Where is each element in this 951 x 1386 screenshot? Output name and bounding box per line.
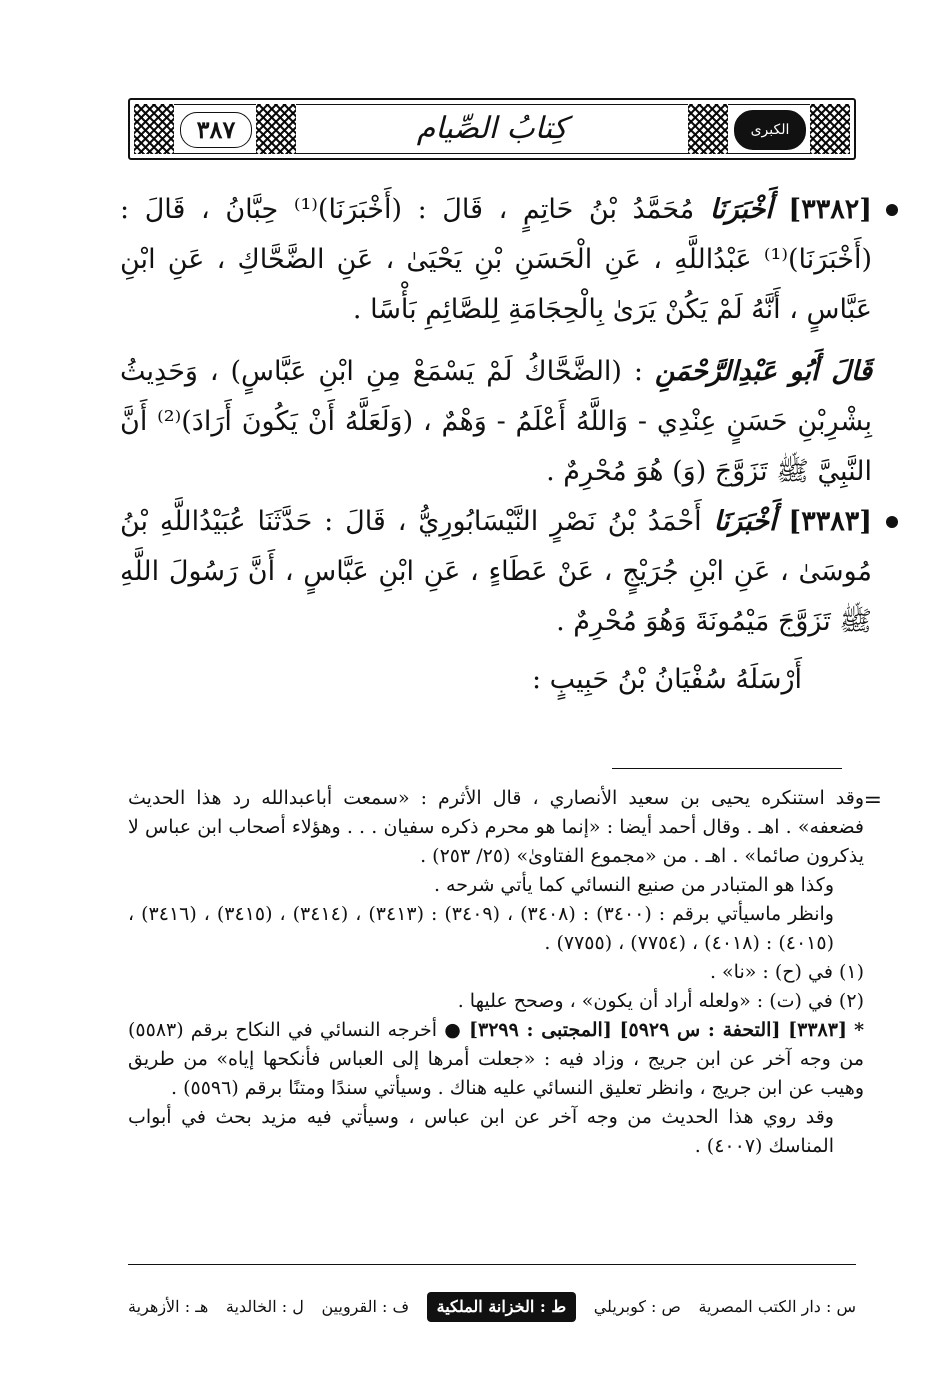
source-item: ل : الخالدية xyxy=(225,1297,304,1316)
takhrij-text: ● أخرجه النسائي في النكاح برقم (٥٥٨٣) من وجه آخر عن ابن جريج ، وزاد فيه : «جعلت أمرها إلى العباس فأنكحها إياه» من طريق وهيب عن ابن جريج ، وانظر تعليق النسائي عليه هناك . وسيأتي سندًا ومتنًا برقم (٥٥٩٦) . xyxy=(128,1019,864,1099)
footnote-para: وانظر ماسيأتي برقم : (٣٤٠٠) : (٣٤٠٨) ، (٣٤٠٩) : (٣٤١٣) ، (٣٤١٤) ، (٣٤١٥) ، (٣٤١٦) ، (٤٠١٥) : (٤٠١٨) ، (٧٧٥٤) ، (٧٧٥٥) . xyxy=(128,903,834,954)
asterisk-icon: * xyxy=(854,1019,864,1041)
footnote-separator xyxy=(612,768,842,769)
main-text xyxy=(120,185,872,705)
comment-text: : (الضَّحَّاكُ لَمْ يَسْمَعْ مِنِ ابْنِ عَبَّاسٍ) ، وَحَدِيثُ بِشْرِبْنِ حَسَنٍ عِنْدِي - وَاللَّهُ أَعْلَمُ - وَهْمٌ ، (وَلَعَلَّهُ أَنْ يَكُونَ أَرَادَ)⁽²⁾ أَنَّ النَّبِيَّ ﷺ تَزَوَّجَ (وَ) هُوَ مُحْرِمٌ . xyxy=(120,356,872,487)
source-item: س : دار الكتب المصرية xyxy=(698,1297,856,1316)
hadith-number: [٣٣٨٢] xyxy=(788,194,872,225)
hadith-3382 xyxy=(120,185,872,335)
page-number: ٣٨٧ xyxy=(180,112,252,148)
ornament-icon xyxy=(256,104,296,154)
author-comment xyxy=(120,347,872,497)
footnote-1: (١) في (ح) : «نا» . xyxy=(709,961,864,983)
footnote-continuation: وقد استنكره يحيى بن سعيد الأنصاري ، قال الأثرم : «سمعت أباعبدالله رد هذا الحديث فضعفه» . اهـ . وقال أحمد أيضا : «إنما هو محرم ذكره سفيان . . . وهؤلاء أصحاب ابن عباس لا يذكرون صائما» . اهـ . من «مجموع الفتاوىٰ» (٢٥/ ٢٥٣) . xyxy=(128,787,864,867)
emblem-cell xyxy=(728,104,810,154)
ornament-icon xyxy=(134,104,174,154)
source-item: هـ : الأزهرية xyxy=(128,1297,209,1316)
takhrij-ref: [٣٣٨٣] [التحفة : س ٥٩٢٩] [المجتبى : ٣٢٩٩] xyxy=(468,1019,847,1041)
hadith-text: مُحَمَّدُ بْنُ حَاتِمٍ ، قَالَ : (أَخْبَرَنَا)⁽¹⁾ حِبَّانُ ، قَالَ : (أَخْبَرَنَا)⁽¹⁾ عَبْدُاللَّهِ ، عَنِ الْحَسَنِ بْنِ يَحْيَىٰ ، عَنِ الضَّحَّاكِ ، عَنِ ابْنِ عَبَّاسٍ ، أَنَّهُ لَمْ يَكُنْ يَرَىٰ بِالْحِجَامَةِ لِلصَّائِمِ بَأْسًا . xyxy=(120,194,872,325)
book-title: كِتابُ الصِّيام xyxy=(416,111,568,146)
series-emblem-icon: الكبرى xyxy=(734,110,806,150)
hadith-3383 xyxy=(120,497,872,647)
hadith-text: أَحْمَدُ بْنُ نَصْرٍ النَّيْسَابُورِيُّ ، قَالَ : حَدَّثَنَا عُبَيْدُاللَّهِ بْنُ مُوسَىٰ ، عَنِ ابْنِ جُرَيْجٍ ، عَنْ عَطَاءٍ ، عَنِ ابْنِ عَبَّاسٍ ، أَنَّ رَسُولَ اللَّهِ ﷺ تَزَوَّجَ مَيْمُونَةَ وَهُوَ مُحْرِمٌ . xyxy=(120,506,872,637)
footnote-para: وكذا هو المتبادر من صنيع النسائي كما يأتي شرحه . xyxy=(433,874,834,896)
hadith-opener: أَخْبَرَنَا xyxy=(713,506,777,537)
comment-opener: قَالَ أَبُو عَبْدِالرَّحْمَنِ xyxy=(654,356,872,387)
footnote-2: (٢) في (ت) : «ولعله أراد أن يكون» ، وصحح عليها . xyxy=(457,990,864,1012)
source-item: ف : القرويين xyxy=(321,1297,410,1316)
bullet-icon xyxy=(886,516,898,528)
ornament-icon xyxy=(688,104,728,154)
hadith-number: [٣٣٨٣] xyxy=(788,506,872,537)
takhrij-3383 xyxy=(128,1016,864,1103)
footnotes xyxy=(128,784,882,1161)
bottom-separator xyxy=(128,1264,856,1265)
page-header xyxy=(128,98,856,160)
hadith-opener: أَخْبَرَنَا xyxy=(709,194,773,225)
bullet-icon xyxy=(886,204,898,216)
source-item: ص : كوبريلي xyxy=(593,1297,681,1316)
manuscript-sources xyxy=(128,1292,856,1322)
page-number-cell xyxy=(174,104,256,154)
ornament-icon xyxy=(810,104,850,154)
footnote-para: وقد روي هذا الحديث من وجه آخر عن ابن عباس ، وسيأتي فيه مزيد بحث في أبواب المناسك (٤٠٠٧) . xyxy=(128,1106,834,1157)
continuation-mark: = xyxy=(863,788,882,813)
source-item-highlighted: ط : الخزانة الملكية xyxy=(427,1292,576,1322)
irsal-line: أَرْسَلَهُ سُفْيَانُ بْنُ حَبِيبٍ : xyxy=(531,664,802,695)
